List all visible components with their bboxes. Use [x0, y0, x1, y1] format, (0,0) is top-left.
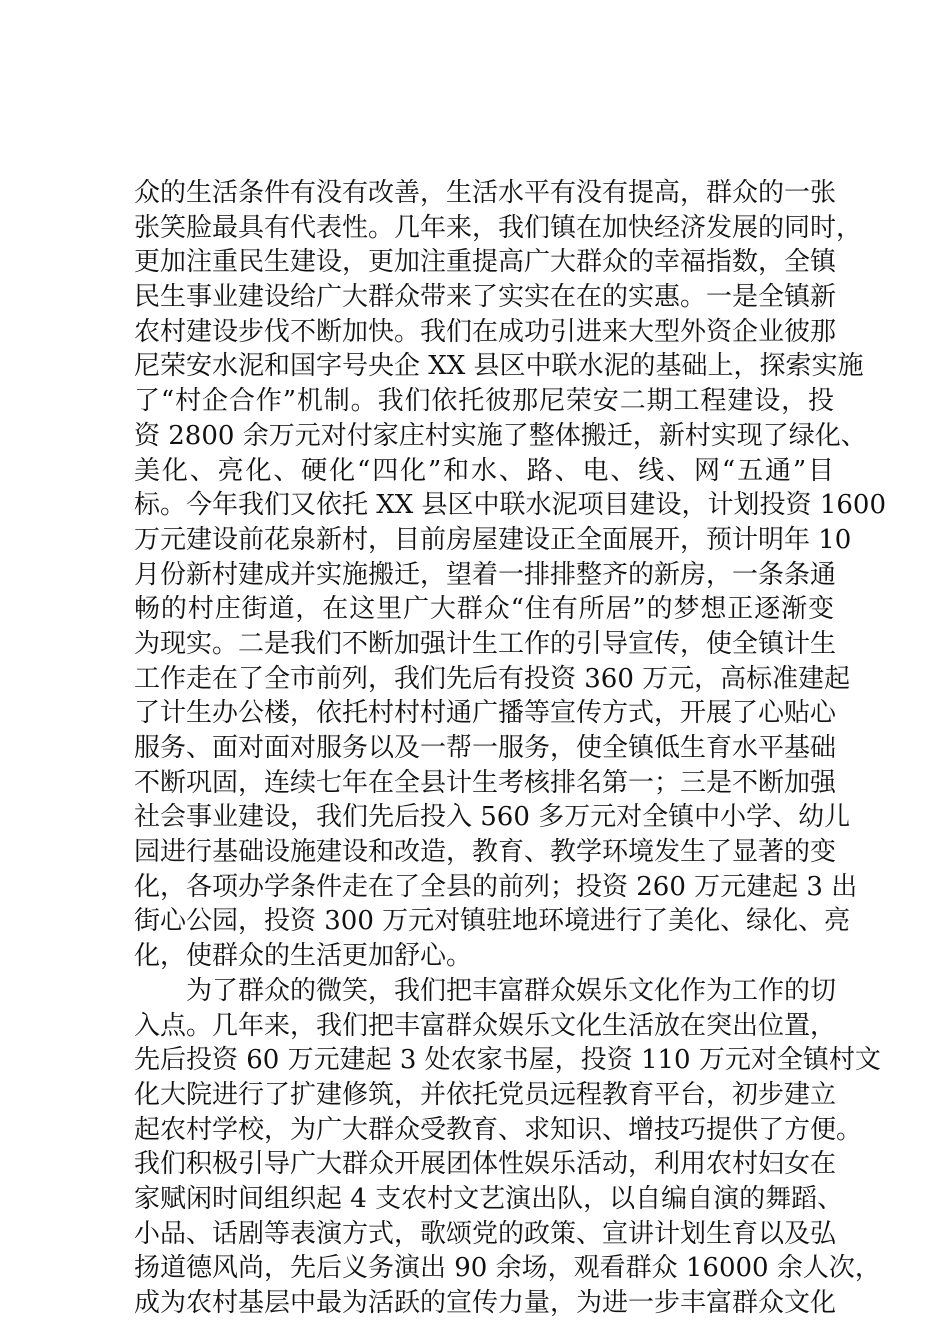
text-line: 张笑脸最具有代表性。几年来，我们镇在加快经济发展的同时，: [134, 212, 863, 243]
text-line: 资 2800 余万元对付家庄村实施了整体搬迁，新村实现了绿化、: [134, 420, 867, 451]
text-line: 美化、亮化、硬化“四化”和水、路、电、线、网“五通”目: [134, 455, 834, 486]
text-line: 尼荣安水泥和国字号央企 XX 县区中联水泥的基础上，探索实施: [134, 351, 864, 382]
text-line: 小品、话剧等表演方式，歌颂党的政策、宣讲计划生育以及弘: [134, 1218, 837, 1249]
text-line: 化大院进行了扩建修筑，并依托党员远程教育平台，初步建立: [134, 1079, 837, 1110]
text-line: 为现实。二是我们不断加强计生工作的引导宣传，使全镇计生: [134, 628, 837, 659]
text-line: 成为农村基层中最为活跃的宣传力量，为进一步丰富群众文化: [134, 1288, 837, 1318]
text-line: 家赋闲时间组织起 4 支农村文艺演出队，以自编自演的舞蹈、: [134, 1183, 844, 1214]
text-line: 入点。几年来，我们把丰富群众娱乐文化生活放在突出位置，: [134, 1010, 837, 1041]
text-line: 社会事业建设，我们先后投入 560 多万元对全镇中小学、幼儿: [134, 802, 851, 833]
text-line: 民生事业建设给广大群众带来了实实在在的实惠。一是全镇新: [134, 282, 837, 313]
text-line: 了计生办公楼，依托村村村通广播等宣传方式，开展了心贴心: [134, 698, 837, 729]
text-line: 街心公园，投资 300 万元对镇驻地环境进行了美化、绿化、亮: [134, 906, 851, 937]
text-line: 工作走在了全市前列，我们先后有投资 360 万元，高标准建起: [134, 663, 851, 694]
text-line: 不断巩固，连续七年在全县计生考核排名第一；三是不断加强: [134, 767, 837, 798]
text-line: 化，各项办学条件走在了全县的前列；投资 260 万元建起 3 出: [134, 871, 858, 902]
text-line: 畅的村庄街道，在这里广大群众“住有所居”的梦想正逐渐变: [134, 594, 834, 625]
text-line: 众的生活条件有没有改善，生活水平有没有提高，群众的一张: [134, 178, 837, 208]
paragraph-end-line: 化，使群众的生活更加舒心。: [134, 941, 473, 972]
text-line: 了“村企合作”机制。我们依托彼那尼荣安二期工程建设，投: [134, 386, 834, 417]
text-line: 月份新村建成并实施搬迁，望着一排排整齐的新房，一条条通: [134, 559, 837, 590]
text-line: 我们积极引导广大群众开展团体性娱乐活动，利用农村妇女在: [134, 1149, 837, 1180]
text-line: 先后投资 60 万元建起 3 处农家书屋，投资 110 万元对全镇村文: [134, 1045, 881, 1076]
paragraph-start-line: 为了群众的微笑，我们把丰富群众娱乐文化作为工作的切: [186, 975, 837, 1006]
text-line: 标。今年我们又依托 XX 县区中联水泥项目建设，计划投资 1600: [134, 490, 886, 521]
text-line: 更加注重民生建设，更加注重提高广大群众的幸福指数，全镇: [134, 247, 837, 278]
body-text: [134, 176, 886, 1321]
text-line: 万元建设前花泉新村，目前房屋建设正全面展开，预计明年 10: [134, 524, 852, 555]
text-line: 园进行基础设施建设和改造，教育、教学环境发生了显著的变: [134, 837, 837, 868]
text-line: 扬道德风尚，先后义务演出 90 余场，观看群众 16000 余人次，: [134, 1253, 881, 1284]
text-line: 起农村学校，为广大群众受教育、求知识、增技巧提供了方便。: [134, 1114, 863, 1145]
text-line: 服务、面对面对服务以及一帮一服务，使全镇低生育水平基础: [134, 733, 837, 763]
text-line: 农村建设步伐不断加快。我们在成功引进来大型外资企业彼那: [134, 316, 837, 347]
